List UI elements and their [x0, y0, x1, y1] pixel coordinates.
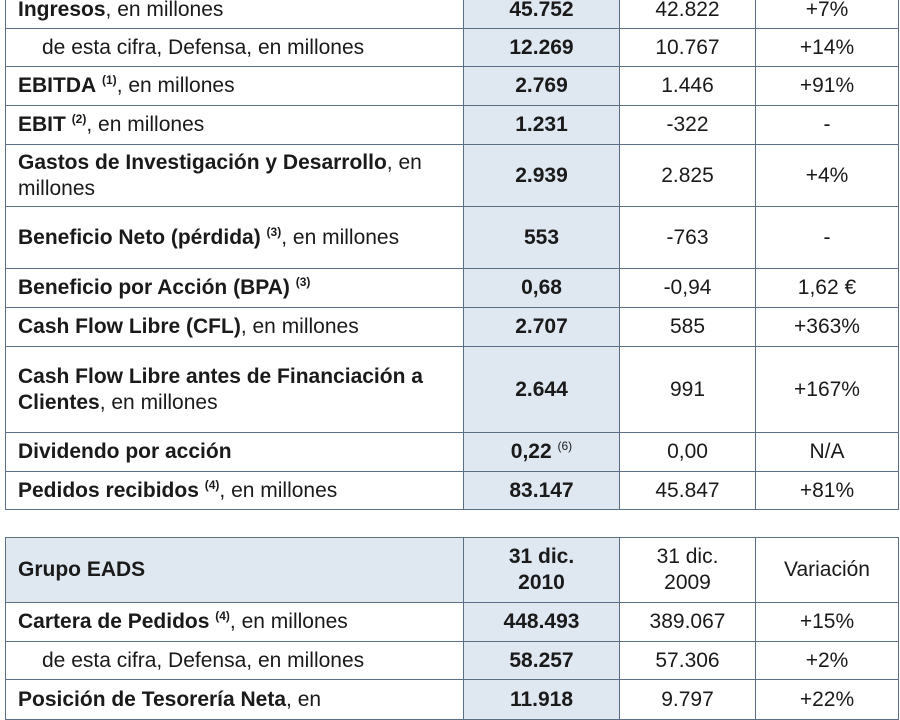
- label-suffix: , en millones: [116, 74, 235, 97]
- value-2010: 1.231: [464, 106, 620, 145]
- table-row: [6, 0, 899, 29]
- label-bold: Gastos de Investigación y Desarrollo: [18, 150, 387, 174]
- row-label: [6, 29, 464, 67]
- header-2009: 31 dic. 2009: [620, 538, 756, 603]
- backlog-table: [5, 537, 899, 720]
- value-2010: 83.147: [464, 472, 620, 510]
- label-suffix: , en millones: [240, 315, 359, 338]
- row-label: [6, 207, 464, 269]
- header-group: Grupo EADS: [6, 538, 464, 603]
- value-2009: 389.067: [620, 603, 756, 642]
- row-label: [6, 67, 464, 106]
- value-variation: -: [756, 207, 899, 269]
- table-row: [6, 29, 899, 67]
- table-row: [6, 308, 899, 347]
- value-2009: 9.797: [620, 680, 756, 720]
- label-bold: Ingresos: [18, 0, 106, 21]
- header-variation: Variación: [756, 538, 899, 603]
- value-2010: 448.493: [464, 603, 620, 642]
- value-variation: 1,62 €: [756, 269, 899, 308]
- value-2010: 0,68: [464, 269, 620, 308]
- value-2010: 11.918: [464, 680, 620, 720]
- value-2009: 2.825: [620, 145, 756, 207]
- value-2010: 2.939: [464, 145, 620, 207]
- label-suffix: , en: [286, 687, 322, 711]
- label-bold: Pedidos recibidos: [18, 478, 199, 502]
- value-variation: -: [756, 106, 899, 145]
- value-variation: +7%: [756, 0, 899, 29]
- row-label: [6, 269, 464, 308]
- financial-highlights-table: [5, 0, 899, 510]
- value-2010: 2.644: [464, 347, 620, 433]
- label-suffix: , en millones: [219, 478, 338, 502]
- row-label: [6, 642, 464, 680]
- value-2009: 585: [620, 308, 756, 347]
- label-bold: Posición de Tesorería Neta: [18, 687, 287, 711]
- header-2010: 31 dic. 2010: [464, 538, 620, 603]
- footnote-ref: (3): [266, 224, 282, 239]
- value-2009: 42.822: [620, 0, 756, 29]
- value-variation: N/A: [756, 433, 899, 472]
- value-2010: 553: [464, 207, 620, 269]
- footnote-ref: (3): [295, 275, 311, 289]
- label-bold: Beneficio por Acción (BPA): [18, 276, 290, 299]
- row-label: [6, 106, 464, 145]
- row-label: [6, 347, 464, 433]
- label-bold: Cartera de Pedidos: [18, 610, 210, 633]
- label-suffix: de esta cifra, Defensa, en millones: [42, 648, 365, 672]
- footnote-ref: (1): [102, 73, 117, 87]
- value-2009: 45.847: [620, 472, 756, 510]
- label-suffix: , en millones: [86, 113, 205, 136]
- label-suffix: , en millones: [229, 610, 348, 633]
- value-2009: 991: [620, 347, 756, 433]
- value-variation: +14%: [756, 29, 899, 67]
- value-2009: 10.767: [620, 29, 756, 67]
- label-bold: Dividendo por acción: [18, 440, 232, 463]
- value-2009: 57.306: [620, 642, 756, 680]
- table-row: [6, 106, 899, 145]
- value-2009: 1.446: [620, 67, 756, 106]
- label-suffix: , en millones: [18, 150, 422, 200]
- value-2010: 58.257: [464, 642, 620, 680]
- label-bold: EBITDA: [18, 74, 97, 97]
- value-2009: -763: [620, 207, 756, 269]
- table-header-row: [6, 538, 899, 603]
- label-suffix: , en millones: [281, 225, 400, 249]
- value-2010-text: 0,22: [510, 440, 552, 463]
- row-label: [6, 0, 464, 29]
- value-2010: 2.769: [464, 67, 620, 106]
- label-bold: Cash Flow Libre (CFL): [18, 315, 241, 338]
- label-suffix: de esta cifra, Defensa, en millones: [42, 35, 365, 59]
- footnote-ref: (2): [71, 112, 87, 126]
- value-2010: [464, 433, 620, 472]
- table-row: [6, 347, 899, 433]
- value-2010: 12.269: [464, 29, 620, 67]
- label-bold: Beneficio Neto (pérdida): [18, 225, 261, 249]
- row-label: [6, 472, 464, 510]
- value-variation: +22%: [756, 680, 899, 720]
- value-2010: 45.752: [464, 0, 620, 29]
- value-variation: +2%: [756, 642, 899, 680]
- table-row: [6, 472, 899, 510]
- table-row: [6, 642, 899, 680]
- label-suffix: , en millones: [99, 390, 218, 414]
- value-2009: 0,00: [620, 433, 756, 472]
- label-suffix: , en millones: [105, 0, 224, 21]
- value-variation: +4%: [756, 145, 899, 207]
- value-variation: +167%: [756, 347, 899, 433]
- value-variation: +91%: [756, 67, 899, 106]
- table-row: [6, 67, 899, 106]
- value-2010: 2.707: [464, 308, 620, 347]
- label-bold: EBIT: [18, 113, 66, 136]
- row-label: [6, 308, 464, 347]
- footnote-ref: (4): [215, 609, 230, 623]
- table-row: [6, 269, 899, 308]
- table-row: [6, 433, 899, 472]
- value-2009: -0,94: [620, 269, 756, 308]
- footnote-ref: (6): [557, 439, 573, 453]
- value-variation: +81%: [756, 472, 899, 510]
- row-label: [6, 433, 464, 472]
- table-row: [6, 207, 899, 269]
- table-row: [6, 145, 899, 207]
- row-label: [6, 603, 464, 642]
- value-variation: +15%: [756, 603, 899, 642]
- label-bold: Cash Flow Libre antes de Financiación a Clientes: [18, 364, 423, 414]
- value-2009: -322: [620, 106, 756, 145]
- table-row: [6, 603, 899, 642]
- row-label: [6, 145, 464, 207]
- footnote-ref: (4): [204, 477, 220, 492]
- value-variation: +363%: [756, 308, 899, 347]
